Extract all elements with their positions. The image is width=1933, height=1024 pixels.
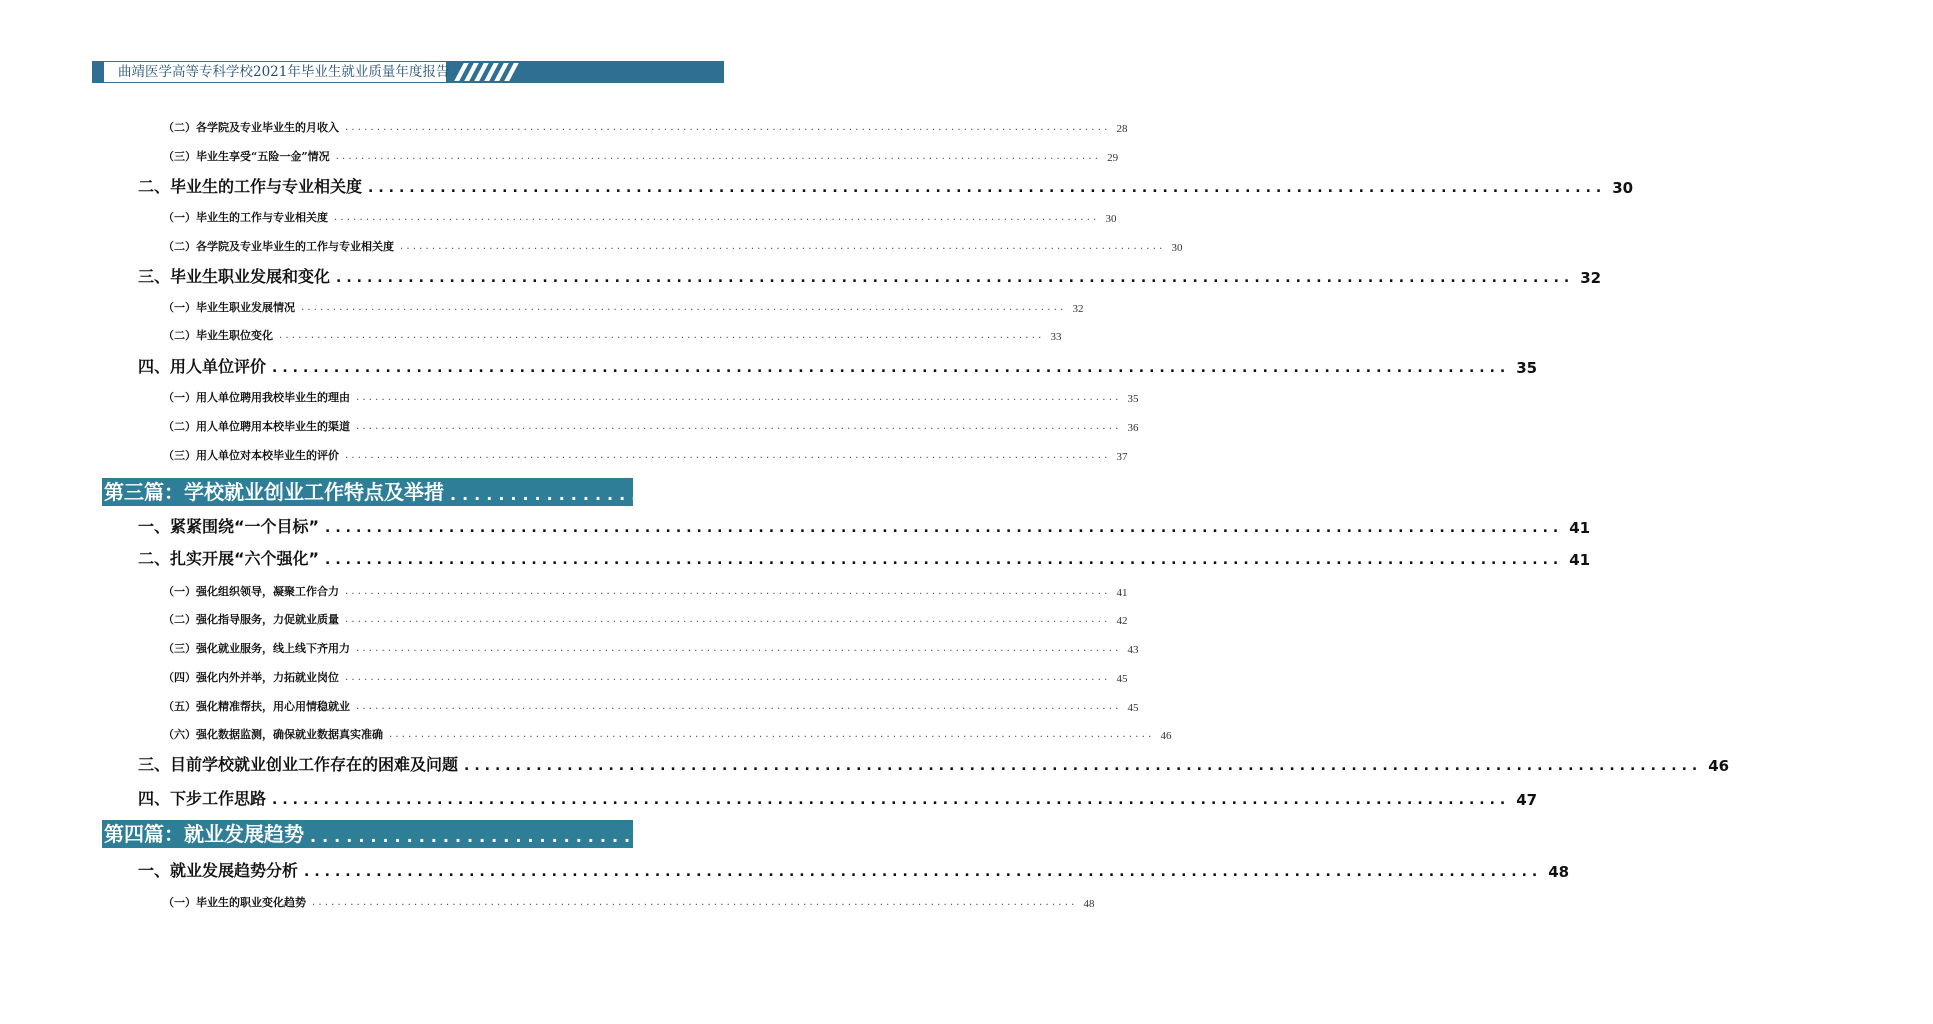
toc-leader: ........................................................................................................................ <box>356 392 1122 403</box>
toc-entry-page: 30 <box>1612 179 1634 197</box>
toc-entry-page: 46 <box>1708 757 1730 775</box>
toc-entry-page: 35 <box>1516 359 1538 377</box>
toc-entry-title: 一、紧紧围绕“一个目标” <box>138 517 320 536</box>
toc-entry[interactable] <box>138 857 1570 881</box>
toc-entry[interactable] <box>138 353 1538 377</box>
toc-leader: ........................................................................................................................ <box>301 302 1067 313</box>
toc-entry-page: 46 <box>1160 730 1172 742</box>
toc-entry-title: （一）用人单位聘用我校毕业生的理由 <box>163 391 350 404</box>
toc-leader: ........................................................................................................................ <box>272 792 1511 808</box>
toc-entry[interactable] <box>163 323 1062 343</box>
toc-entry-title: （二）各学院及专业毕业生的月收入 <box>163 121 339 134</box>
toc-leader: ........................................................................................................................ <box>272 360 1511 376</box>
toc-entry-page: 48 <box>1548 863 1570 881</box>
toc-entry-title: （一）毕业生的工作与专业相关度 <box>163 211 328 224</box>
toc-entry[interactable] <box>163 295 1084 315</box>
toc-entry-page: 45 <box>1116 673 1128 685</box>
toc-entry-title: 四、下步工作思路 <box>138 789 267 808</box>
toc-entry[interactable] <box>163 385 1139 405</box>
toc-entry[interactable] <box>163 115 1128 135</box>
toc-entry[interactable] <box>163 144 1119 164</box>
toc-entry[interactable] <box>138 545 1591 569</box>
toc-entry-title: （三）毕业生享受“五险一金”情况 <box>163 150 330 163</box>
toc-leader: ........................................................................................................................ <box>368 180 1607 196</box>
toc-entry[interactable] <box>163 234 1183 254</box>
header-stripes <box>455 63 525 81</box>
toc-entry-page: 29 <box>1107 152 1119 164</box>
toc-entry-title: 四、用人单位评价 <box>138 357 267 376</box>
toc-leader: ........................................................................................................................ <box>335 151 1102 162</box>
toc-entry-title: （一）毕业生的职业变化趋势 <box>163 896 306 909</box>
toc-entry-page: 30 <box>1105 213 1117 225</box>
toc-entry-page: 43 <box>1127 644 1139 656</box>
toc-leader: ........................................................................................................................ <box>345 122 1111 133</box>
toc-leader: ........................................................................................................................ <box>304 864 1543 880</box>
toc-entry[interactable] <box>138 785 1538 809</box>
toc-leader: ........................................................................................................................ <box>336 270 1575 286</box>
toc-leader: ........................................................................................................................ <box>325 520 1564 536</box>
toc-entry[interactable] <box>163 607 1128 627</box>
toc-entry-page: 41 <box>1116 587 1128 599</box>
toc-entry-page: 28 <box>1116 123 1128 135</box>
toc-entry-title: 二、扎实开展“六个强化” <box>138 549 320 568</box>
toc-entry[interactable] <box>163 443 1128 463</box>
toc-entry-title: （一）毕业生职业发展情况 <box>163 301 295 314</box>
toc-entry-page: 36 <box>1127 422 1139 434</box>
toc-entry-page: 35 <box>1127 393 1139 405</box>
toc-entry-page: 42 <box>1116 615 1128 627</box>
toc-entry-page: 32 <box>1072 303 1084 315</box>
toc-entry-title: （二）用人单位聘用本校毕业生的渠道 <box>163 420 350 433</box>
toc-entry-title: （五）强化精准帮扶，用心用情稳就业 <box>163 700 350 713</box>
toc-entry[interactable] <box>138 263 1602 287</box>
toc-leader: ........................................................................................................................ <box>345 672 1111 683</box>
toc-entry-title: （三）用人单位对本校毕业生的评价 <box>163 449 339 462</box>
toc-entry-title: 二、毕业生的工作与专业相关度 <box>138 177 363 196</box>
toc-entry[interactable] <box>163 636 1139 656</box>
toc-entry-title: （二）毕业生职位变化 <box>163 329 273 342</box>
page-header <box>0 0 724 90</box>
toc-entry-page: 41 <box>1569 551 1591 569</box>
toc-part-heading[interactable] <box>102 478 1933 506</box>
header-title: 曲靖医学高等专科学校2021年毕业生就业质量年度报告 <box>118 64 450 80</box>
toc-entry-title: 一、就业发展趋势分析 <box>138 861 299 880</box>
toc-entry[interactable] <box>163 579 1128 599</box>
toc-entry[interactable] <box>163 205 1117 225</box>
toc-leader: ........................................................................................................................ <box>450 485 1900 504</box>
toc-entry-page: 47 <box>1516 791 1538 809</box>
toc-leader: ........................................................................................................................ <box>310 827 1760 846</box>
toc-entry[interactable] <box>138 513 1591 537</box>
toc-leader: ........................................................................................................................ <box>356 421 1122 432</box>
toc-entry-title: （二）强化指导服务，力促就业质量 <box>163 613 339 626</box>
toc-entry-title: 第三篇：学校就业创业工作特点及举措 <box>104 480 444 504</box>
toc-leader: ........................................................................................................................ <box>279 330 1045 341</box>
toc-leader: ........................................................................................................................ <box>312 897 1078 908</box>
toc-entry-page: 41 <box>1569 519 1591 537</box>
toc-leader: ........................................................................................................................ <box>345 614 1111 625</box>
toc-entry[interactable] <box>163 722 1172 742</box>
toc-entry-page: 48 <box>1083 898 1095 910</box>
toc-entry-title: （四）强化内外并举，力拓就业岗位 <box>163 671 339 684</box>
toc-entry[interactable] <box>138 751 1730 775</box>
toc-leader: ........................................................................................................................ <box>345 450 1111 461</box>
toc-entry-page: 33 <box>1050 331 1062 343</box>
toc-entry-page: 41 <box>1905 480 1933 504</box>
toc-leader: ........................................................................................................................ <box>389 729 1155 740</box>
toc-entry-title: 第四篇：就业发展趋势 <box>104 822 304 846</box>
toc-entry-title: （二）各学院及专业毕业生的工作与专业相关度 <box>163 240 394 253</box>
toc-entry[interactable] <box>163 665 1128 685</box>
toc-leader: ........................................................................................................................ <box>356 643 1122 654</box>
toc-entry-page: 37 <box>1116 451 1128 463</box>
toc-entry-title: （一）强化组织领导，凝聚工作合力 <box>163 585 339 598</box>
toc-entry-title: 三、目前学校就业创业工作存在的困难及问题 <box>138 755 459 774</box>
toc-entry-page: 30 <box>1171 242 1183 254</box>
toc-leader: ........................................................................................................................ <box>356 701 1122 712</box>
toc-entry-page: 45 <box>1127 702 1139 714</box>
toc-part-heading[interactable] <box>102 820 1794 848</box>
toc-entry[interactable] <box>163 694 1139 714</box>
toc-leader: ........................................................................................................................ <box>464 758 1703 774</box>
toc-entry-title: 三、毕业生职业发展和变化 <box>138 267 331 286</box>
toc-leader: ........................................................................................................................ <box>325 552 1564 568</box>
toc-entry-title: （六）强化数据监测，确保就业数据真实准确 <box>163 728 383 741</box>
toc-entry-page: 32 <box>1580 269 1602 287</box>
toc-leader: ........................................................................................................................ <box>400 241 1166 252</box>
toc-entry[interactable] <box>163 414 1139 434</box>
toc-leader: ........................................................................................................................ <box>334 212 1100 223</box>
toc-entry-title: （三）强化就业服务，线上线下齐用力 <box>163 642 350 655</box>
toc-entry-page: 48 <box>1765 822 1794 846</box>
toc-entry[interactable] <box>163 890 1095 910</box>
toc-entry[interactable] <box>138 173 1634 197</box>
toc-leader: ........................................................................................................................ <box>345 586 1111 597</box>
